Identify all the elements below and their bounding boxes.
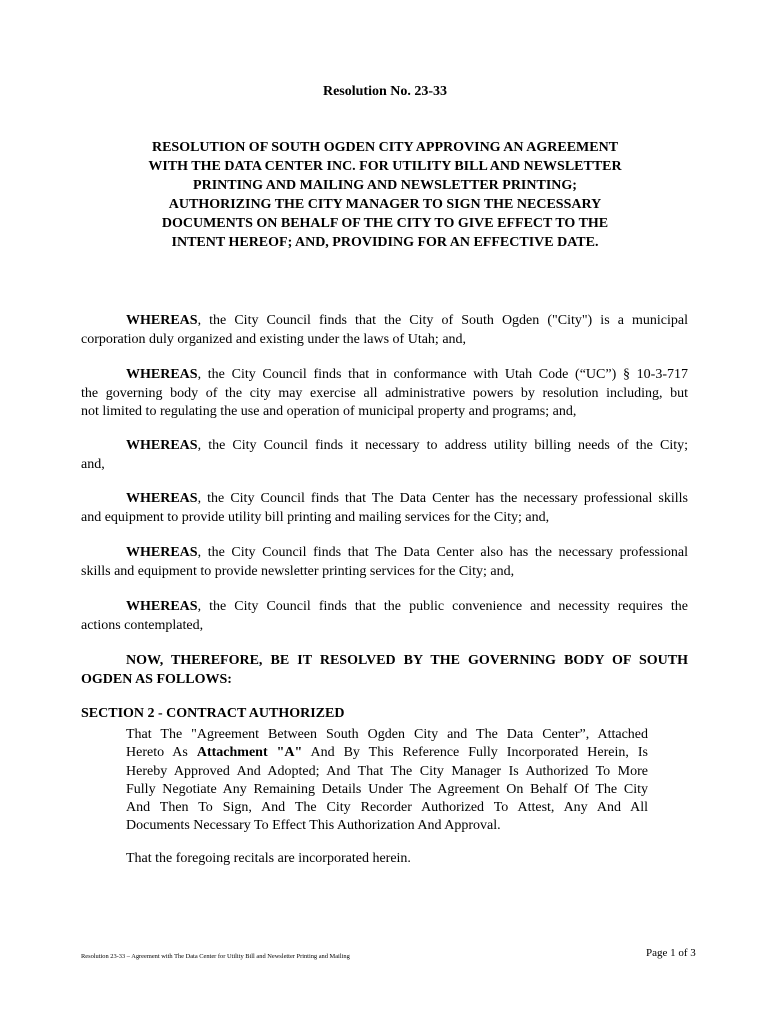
whereas-keyword: WHEREAS: [126, 545, 198, 560]
recital-paragraph: [81, 437, 688, 474]
resolution-title: [110, 138, 660, 252]
section-body: [126, 726, 648, 836]
resolution-number: Resolution No. 23-33: [322, 84, 448, 99]
resolved-line: NOW, THEREFORE, BE IT RESOLVED BY THE GOVERNING BODY OF SOUTH: [126, 653, 688, 668]
title-line: RESOLUTION OF SOUTH OGDEN CITY APPROVING AN AGREEMENT: [151, 140, 619, 155]
resolved-clause: [81, 652, 688, 689]
recital-incorporation: That the foregoing recitals are incorporated herein.: [126, 851, 411, 866]
whereas-keyword: WHEREAS: [126, 599, 198, 614]
recital-text: , the City Council finds that the public convenience and necessity requires the: [197, 599, 688, 614]
recital-text: , the City Council finds it necessary to address utility billing needs of the City;: [197, 438, 688, 453]
recital-text: , the City Council finds that The Data Center also has the necessary professional: [197, 545, 688, 560]
title-line: PRINTING AND MAILING AND NEWSLETTER PRINTING;: [193, 178, 577, 193]
recital-text: and,: [81, 456, 105, 472]
recital-paragraph: [81, 598, 688, 635]
recital-text: corporation duly organized and existing under the laws of Utah; and,: [81, 331, 467, 347]
title-line: INTENT HEREOF; AND, PROVIDING FOR AN EFFECTIVE DATE.: [171, 235, 599, 250]
footer-caption: Resolution 23-33 – Agreement with The Data Center for Utility Bill and Newsletter Printing and Mailing: [81, 953, 350, 960]
recital-text: and equipment to provide utility bill printing and mailing services for the City; and,: [81, 509, 550, 525]
section-line: That The "Agreement Between South Ogden City and The Data Center”, Attached: [126, 727, 648, 742]
recital-text: skills and equipment to provide newsletter printing services for the City; and,: [81, 563, 515, 579]
resolved-line: OGDEN AS FOLLOWS:: [81, 671, 232, 687]
recital-paragraph: [81, 544, 688, 581]
page-number: Page 1 of 3: [646, 947, 696, 959]
section-heading: SECTION 2 - CONTRACT AUTHORIZED: [81, 706, 345, 721]
recital-text: , the City Council finds that the City of South Ogden ("City") is a municipal: [197, 313, 688, 328]
recital-paragraph: [81, 366, 688, 422]
whereas-keyword: WHEREAS: [126, 491, 198, 506]
recital-text: the governing body of the city may exercise all administrative powers by resolution including, but: [81, 385, 688, 401]
attachment-reference: Attachment "A": [196, 745, 303, 761]
recital-text: not limited to regulating the use and operation of municipal property and programs; and,: [81, 404, 577, 419]
section-line: Fully Negotiate Any Remaining Details Under The Agreement On Behalf Of The City: [126, 781, 648, 797]
recital-paragraph: [81, 312, 688, 349]
recital-text: , the City Council finds that in conformance with Utah Code (“UC”) § 10-3-717: [197, 367, 688, 382]
section-line: Documents Necessary To Effect This Authorization And Approval.: [126, 818, 501, 834]
section-line: And Then To Sign, And The City Recorder Authorized To Attest, Any And All: [126, 800, 648, 816]
title-line: AUTHORIZING THE CITY MANAGER TO SIGN THE NECESSARY: [168, 197, 602, 212]
recital-text: actions contemplated,: [81, 617, 204, 633]
whereas-keyword: WHEREAS: [126, 367, 198, 382]
recital-paragraph: [81, 490, 688, 527]
section-line: Hereto As Attachment "A" And By This Reference Fully Incorporated Herein, Is: [126, 745, 648, 761]
whereas-keyword: WHEREAS: [126, 313, 198, 328]
whereas-keyword: WHEREAS: [126, 438, 198, 453]
title-line: WITH THE DATA CENTER INC. FOR UTILITY BILL AND NEWSLETTER: [148, 159, 622, 174]
title-line: DOCUMENTS ON BEHALF OF THE CITY TO GIVE EFFECT TO THE: [161, 216, 609, 231]
section-line: Hereby Approved And Adopted; And That The City Manager Is Authorized To More: [126, 763, 648, 779]
recital-text: , the City Council finds that The Data Center has the necessary professional skills: [197, 491, 688, 506]
